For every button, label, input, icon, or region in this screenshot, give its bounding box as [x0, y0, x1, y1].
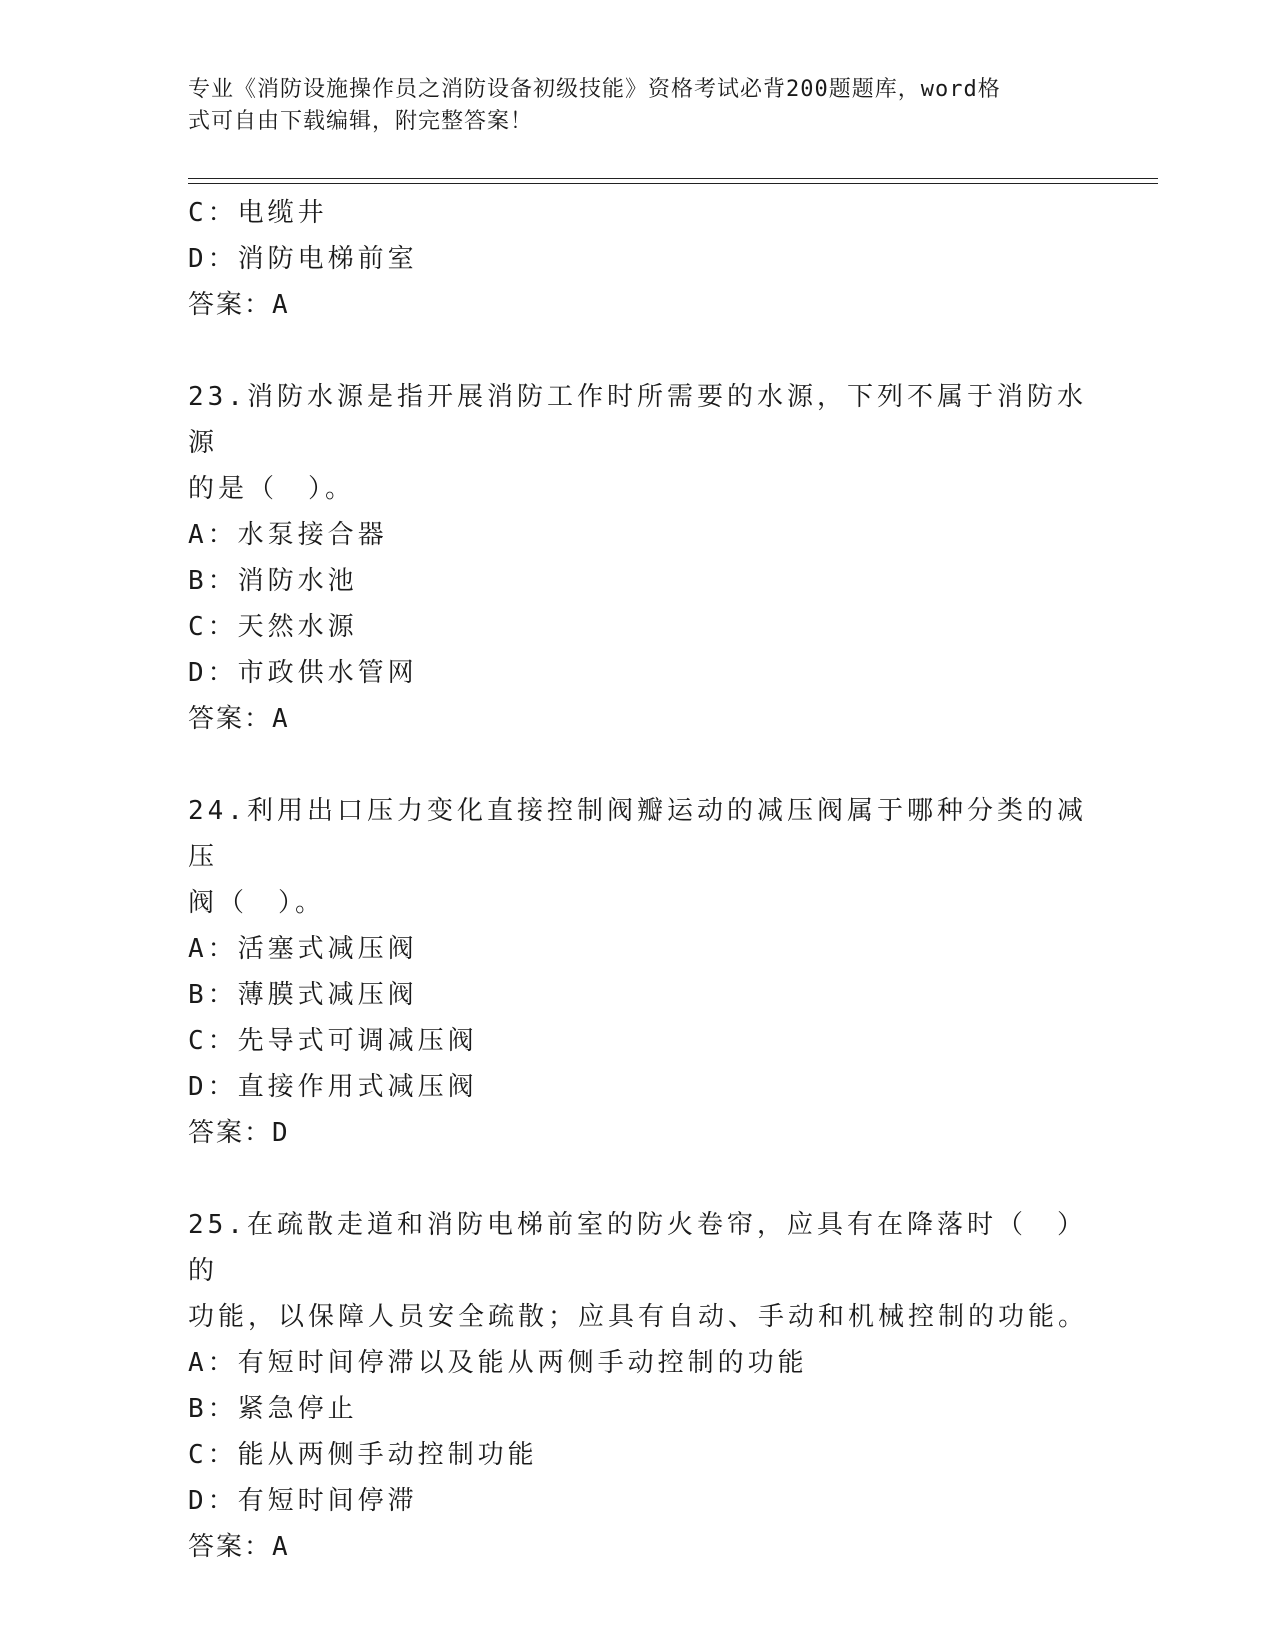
spacer: [188, 742, 1088, 788]
document-header: [188, 74, 1068, 138]
question-24: [188, 788, 1088, 1156]
question-22-tail: [188, 190, 1088, 328]
option-b: B：紧急停止: [188, 1394, 358, 1424]
question-stem-line-2: 功能，以保障人员安全疏散；应具有自动、手动和机械控制的功能。: [188, 1302, 1089, 1332]
document-body: [188, 190, 1088, 1570]
header-line-2: 式可自由下载编辑，附完整答案！: [188, 109, 534, 134]
question-stem-line-2: 阀（ ）。: [188, 888, 326, 918]
spacer: [188, 328, 1088, 374]
option-c: C：电缆井: [188, 198, 328, 228]
header-line-1: 专业《消防设施操作员之消防设备初级技能》资格考试必背200题题库，word格: [188, 77, 1001, 102]
header-divider-bottom: [188, 183, 1158, 184]
answer-line: 答案：A: [188, 1532, 290, 1562]
option-b: B：薄膜式减压阀: [188, 980, 418, 1010]
option-d: D：市政供水管网: [188, 658, 418, 688]
option-c: C：天然水源: [188, 612, 358, 642]
option-a: A：水泵接合器: [188, 520, 388, 550]
option-c: C：先导式可调减压阀: [188, 1026, 478, 1056]
question-23: [188, 374, 1088, 742]
option-d: D：直接作用式减压阀: [188, 1072, 478, 1102]
question-stem-line-1: 24.利用出口压力变化直接控制阀瓣运动的减压阀属于哪种分类的减压: [188, 796, 1087, 872]
question-stem-line-1: 23.消防水源是指开展消防工作时所需要的水源，下列不属于消防水源: [188, 382, 1087, 458]
spacer: [188, 1156, 1088, 1202]
question-stem-line-2: 的是（ ）。: [188, 474, 356, 504]
answer-line: 答案：A: [188, 290, 290, 320]
header-divider-top: [188, 178, 1158, 179]
option-d: D：有短时间停滞: [188, 1486, 418, 1516]
answer-line: 答案：A: [188, 704, 290, 734]
option-a: A：活塞式减压阀: [188, 934, 418, 964]
question-25: [188, 1202, 1088, 1570]
question-stem-line-1: 25.在疏散走道和消防电梯前室的防火卷帘，应具有在降落时（ ）的: [188, 1210, 1087, 1286]
option-c: C：能从两侧手动控制功能: [188, 1440, 538, 1470]
option-d: D：消防电梯前室: [188, 244, 418, 274]
option-b: B：消防水池: [188, 566, 358, 596]
answer-line: 答案：D: [188, 1118, 290, 1148]
option-a: A：有短时间停滞以及能从两侧手动控制的功能: [188, 1348, 808, 1378]
